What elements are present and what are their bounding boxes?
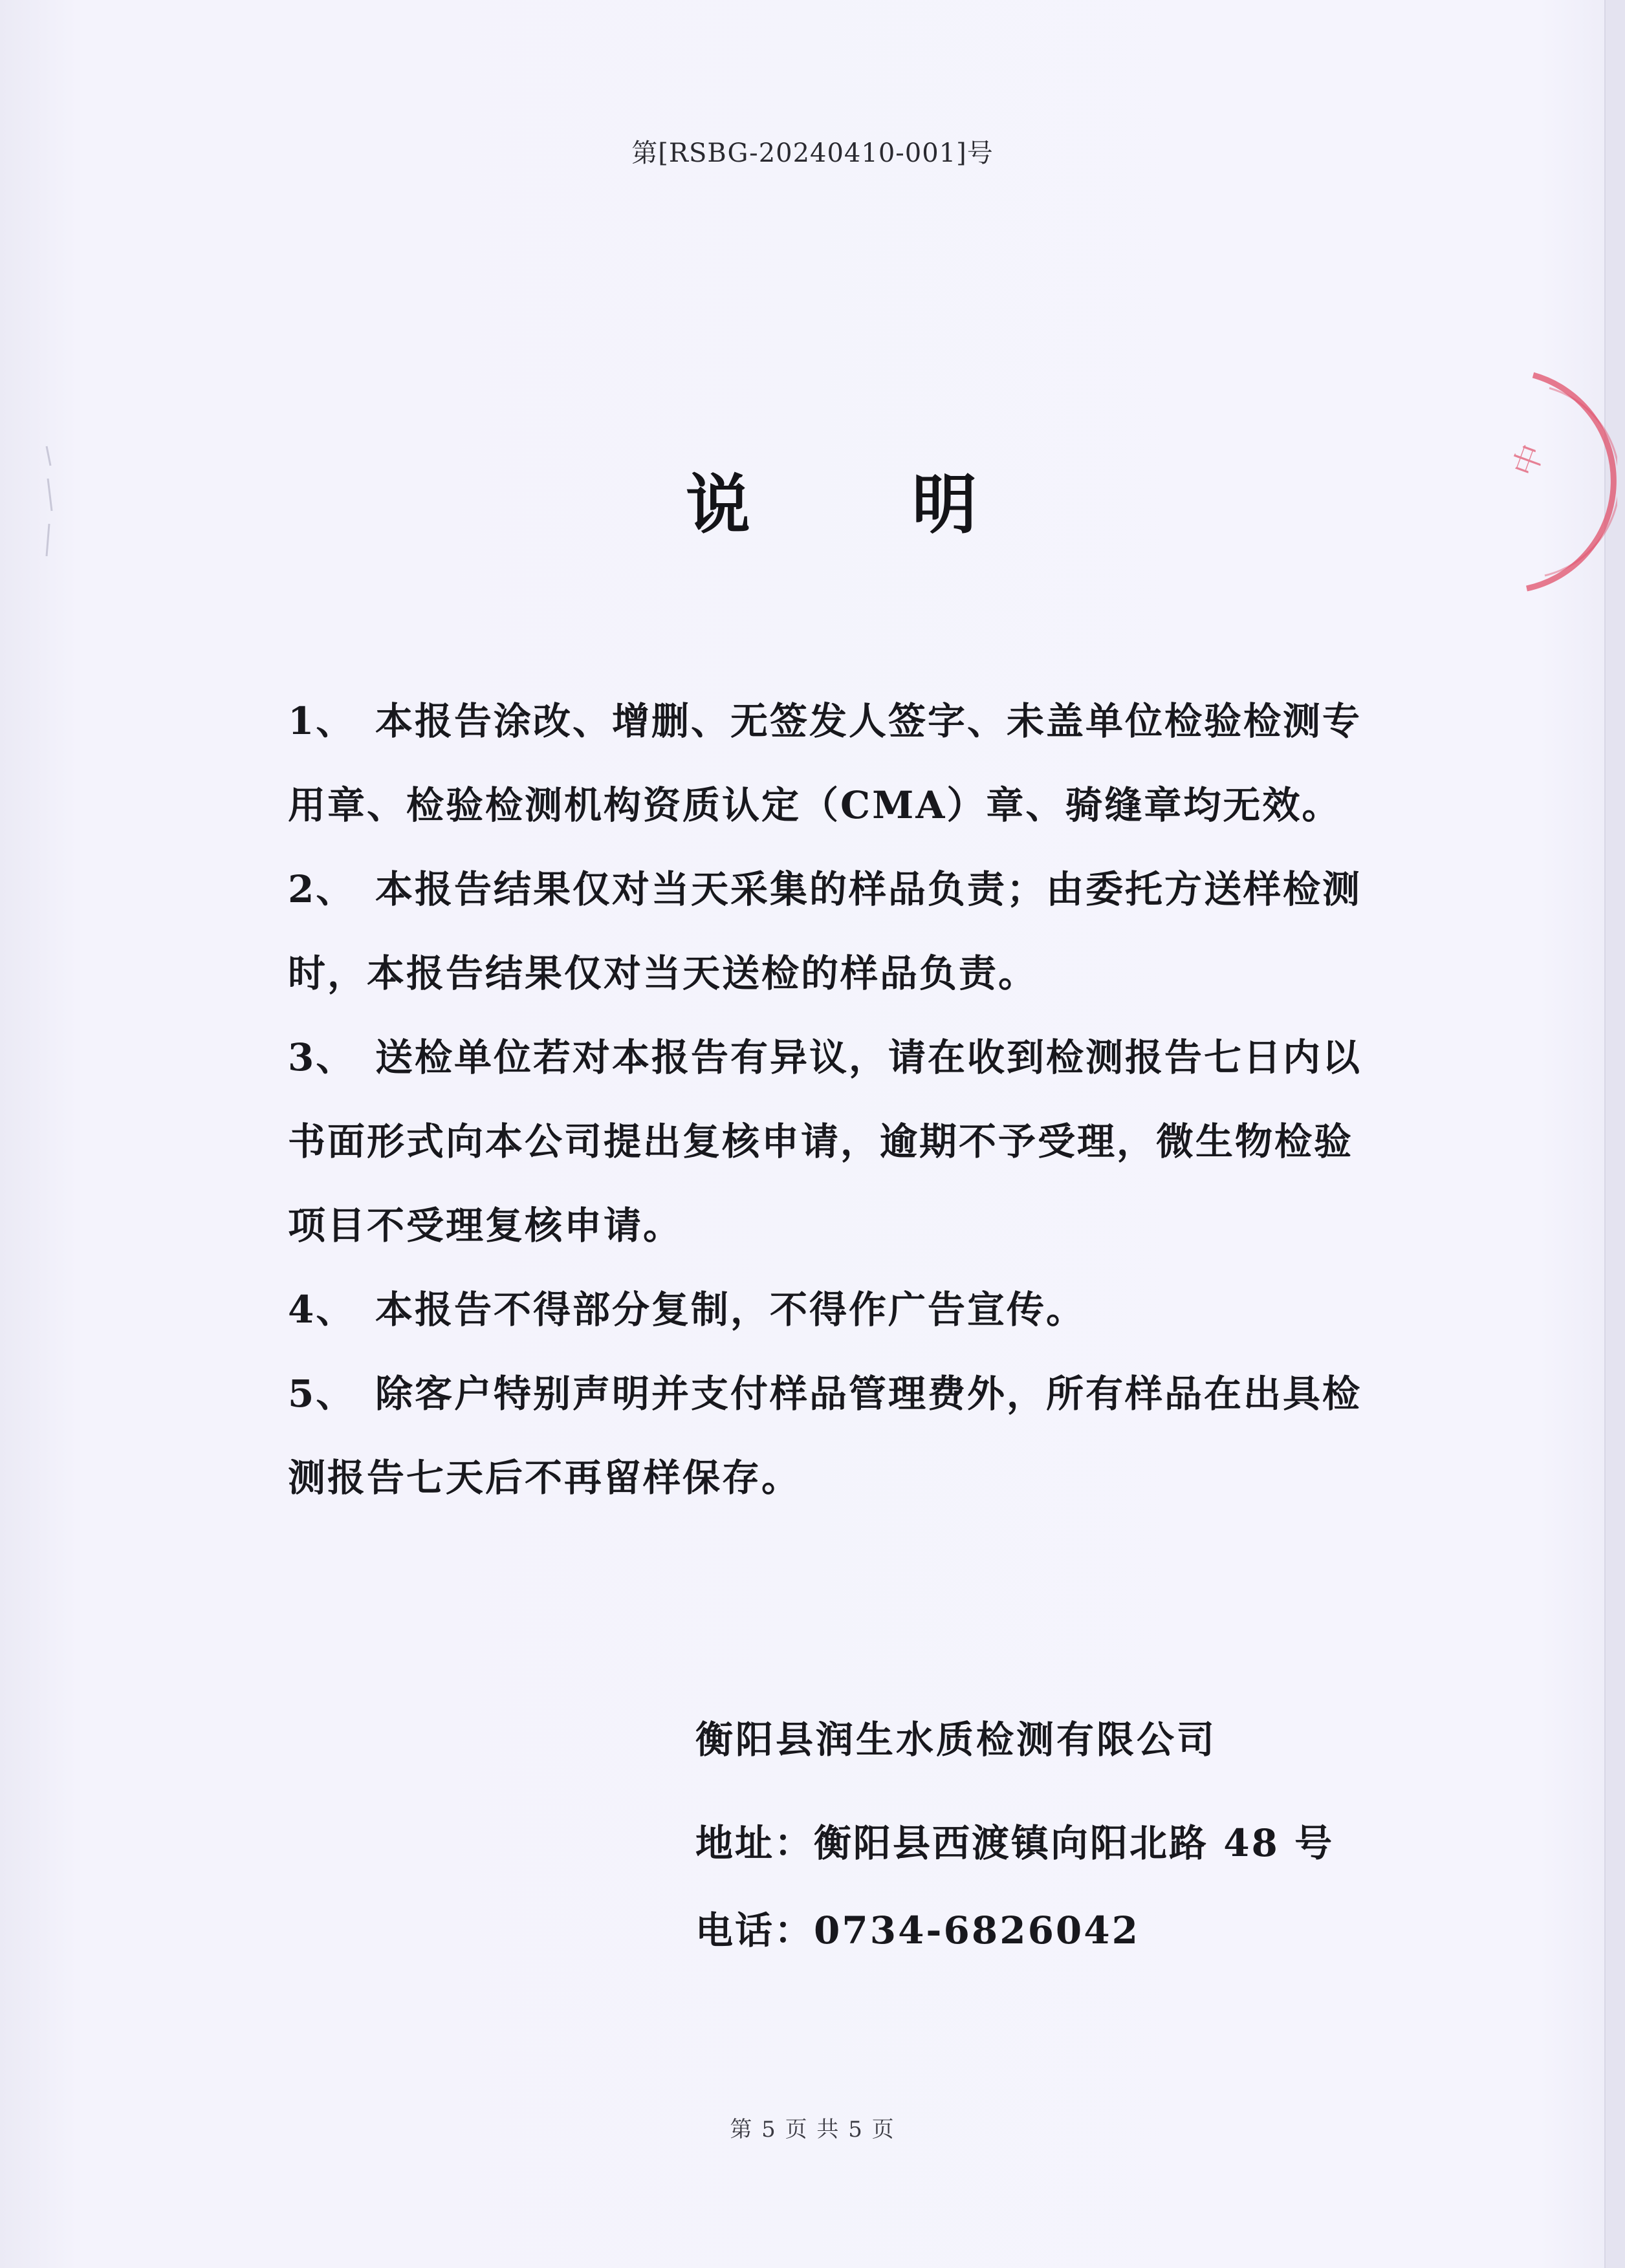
- company-name: 衡阳县润生水质检测有限公司: [695, 1718, 1217, 1762]
- report-number: 第[RSBG-20240410-001]号: [631, 138, 994, 168]
- title-char-1: 说: [686, 466, 750, 543]
- note-number: 4、: [288, 1288, 356, 1332]
- note-text: 本报告不得部分复制，不得作广告宣传。: [375, 1288, 1086, 1332]
- note-text: 本报告涂改、增删、无签发人签字、未盖单位检验检测专用章、检验检测机构资质认定（CMA）章、骑缝章均无效。: [288, 699, 1362, 827]
- note-item: [288, 847, 1388, 1015]
- page-edge: [1604, 0, 1625, 2268]
- note-item: [288, 679, 1388, 847]
- note-item: [288, 1268, 1388, 1352]
- stamp-fragment-text: 中: [1506, 439, 1551, 482]
- company-phone: 电话：0734-6826042: [695, 1908, 1140, 1952]
- note-number: 1、: [288, 699, 356, 743]
- note-text: 除客户特别声明并支付样品管理费外，所有样品在出具检测报告七天后不再留样保存。: [288, 1372, 1362, 1500]
- company-address: 地址：衡阳县西渡镇向阳北路 48 号: [695, 1821, 1335, 1865]
- page-indicator: 第 5 页 共 5 页: [730, 2117, 895, 2143]
- seam-stamp-fragment: [1488, 362, 1617, 608]
- title-char-2: 明: [912, 466, 977, 543]
- note-item: [288, 1015, 1388, 1268]
- page-title: [673, 466, 1022, 543]
- note-number: 2、: [288, 867, 356, 911]
- note-item: [288, 1352, 1388, 1520]
- note-number: 5、: [288, 1372, 356, 1416]
- note-text: 本报告结果仅对当天采集的样品负责；由委托方送样检测时，本报告结果仅对当天送检的样品负责。: [288, 867, 1362, 995]
- notes-list: [288, 679, 1388, 1520]
- note-text: 送检单位若对本报告有异议，请在收到检测报告七日内以书面形式向本公司提出复核申请，逾期不予受理，微生物检验项目不受理复核申请。: [288, 1035, 1362, 1247]
- note-number: 3、: [288, 1035, 356, 1079]
- binding-marks: [39, 440, 65, 569]
